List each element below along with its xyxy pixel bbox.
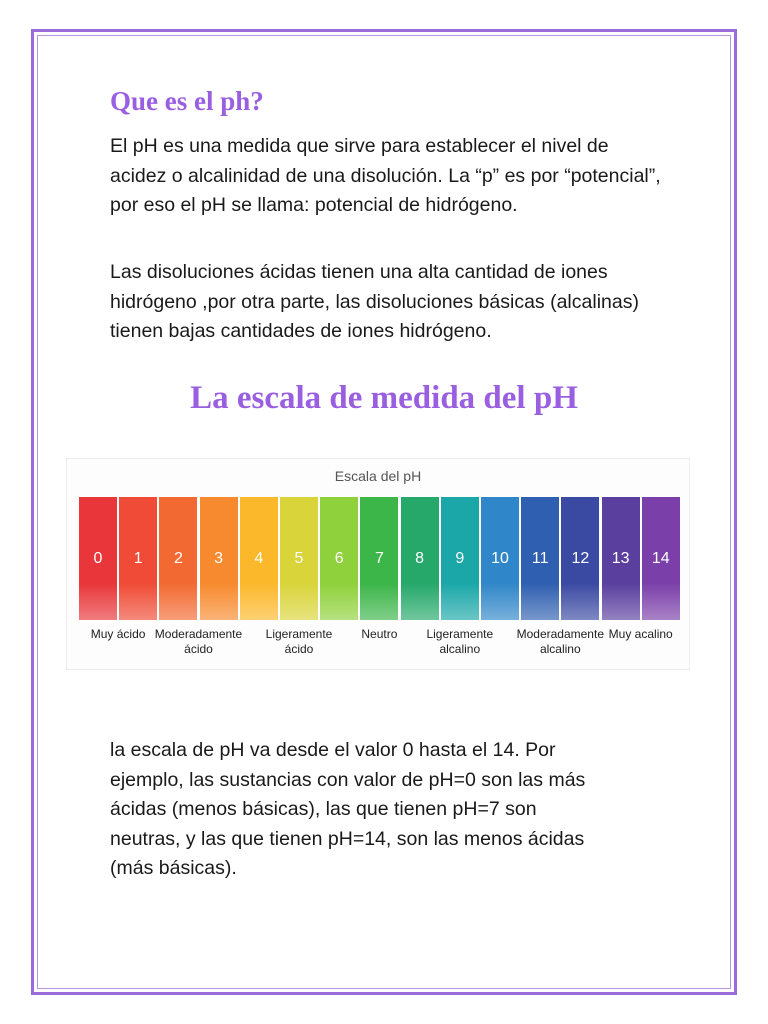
ph-bar-6: 6 (320, 497, 358, 620)
ph-bar-11: 11 (521, 497, 559, 620)
ph-bar-12: 12 (561, 497, 599, 620)
scale-heading: La escala de medida del pH (190, 380, 578, 416)
intro-paragraph: El pH es una medida que sirve para establecer el nivel de acidez o alcalinidad de una disolución. La “p” es por “potencial”, por eso el pH se llama: potencial de hidrógeno. (110, 135, 661, 216)
ph-bar-4: 4 (240, 497, 278, 620)
scale-label: Moderadamente alcalino (516, 627, 604, 656)
scale-label: Ligeramente alcalino (426, 627, 494, 656)
scale-label: Neutro (361, 627, 398, 641)
ph-bar-14: 14 (642, 497, 680, 620)
ph-bar-9: 9 (441, 497, 479, 620)
scale-explanation-paragraph: la escala de pH va desde el valor 0 hasta el 14. Por ejemplo, las sustancias con valor de pH=0 son las más ácidas (menos básicas), las que tienen pH=7 son neutras, y las que tienen pH=14, son las menos ácidas (más básicas). (110, 739, 586, 879)
ph-bar-0: 0 (79, 497, 117, 620)
scale-title: Escala del pH (334, 468, 422, 484)
ph-bar-2: 2 (159, 497, 197, 620)
scale-label: Muy ácido (90, 627, 146, 641)
ph-bar-7: 7 (360, 497, 398, 620)
ph-bar-3: 3 (200, 497, 238, 620)
scale-label: Muy acalino (608, 627, 673, 641)
ph-scale-figure (66, 458, 690, 670)
ph-bar-13: 13 (602, 497, 640, 620)
page-title: Que es el ph? (110, 86, 264, 116)
ph-bar-5: 5 (280, 497, 318, 620)
ions-paragraph: Las disoluciones ácidas tienen una alta cantidad de iones hidrógeno ,por otra parte, las disoluciones básicas (alcalinas) tienen bajas cantidades de iones hidrógeno. (110, 261, 639, 342)
ph-bar-10: 10 (481, 497, 519, 620)
scale-label: Moderadamente ácido (154, 627, 243, 656)
ph-bar-8: 8 (401, 497, 439, 620)
scale-label: Ligeramente ácido (265, 627, 333, 656)
ph-bar-1: 1 (119, 497, 157, 620)
